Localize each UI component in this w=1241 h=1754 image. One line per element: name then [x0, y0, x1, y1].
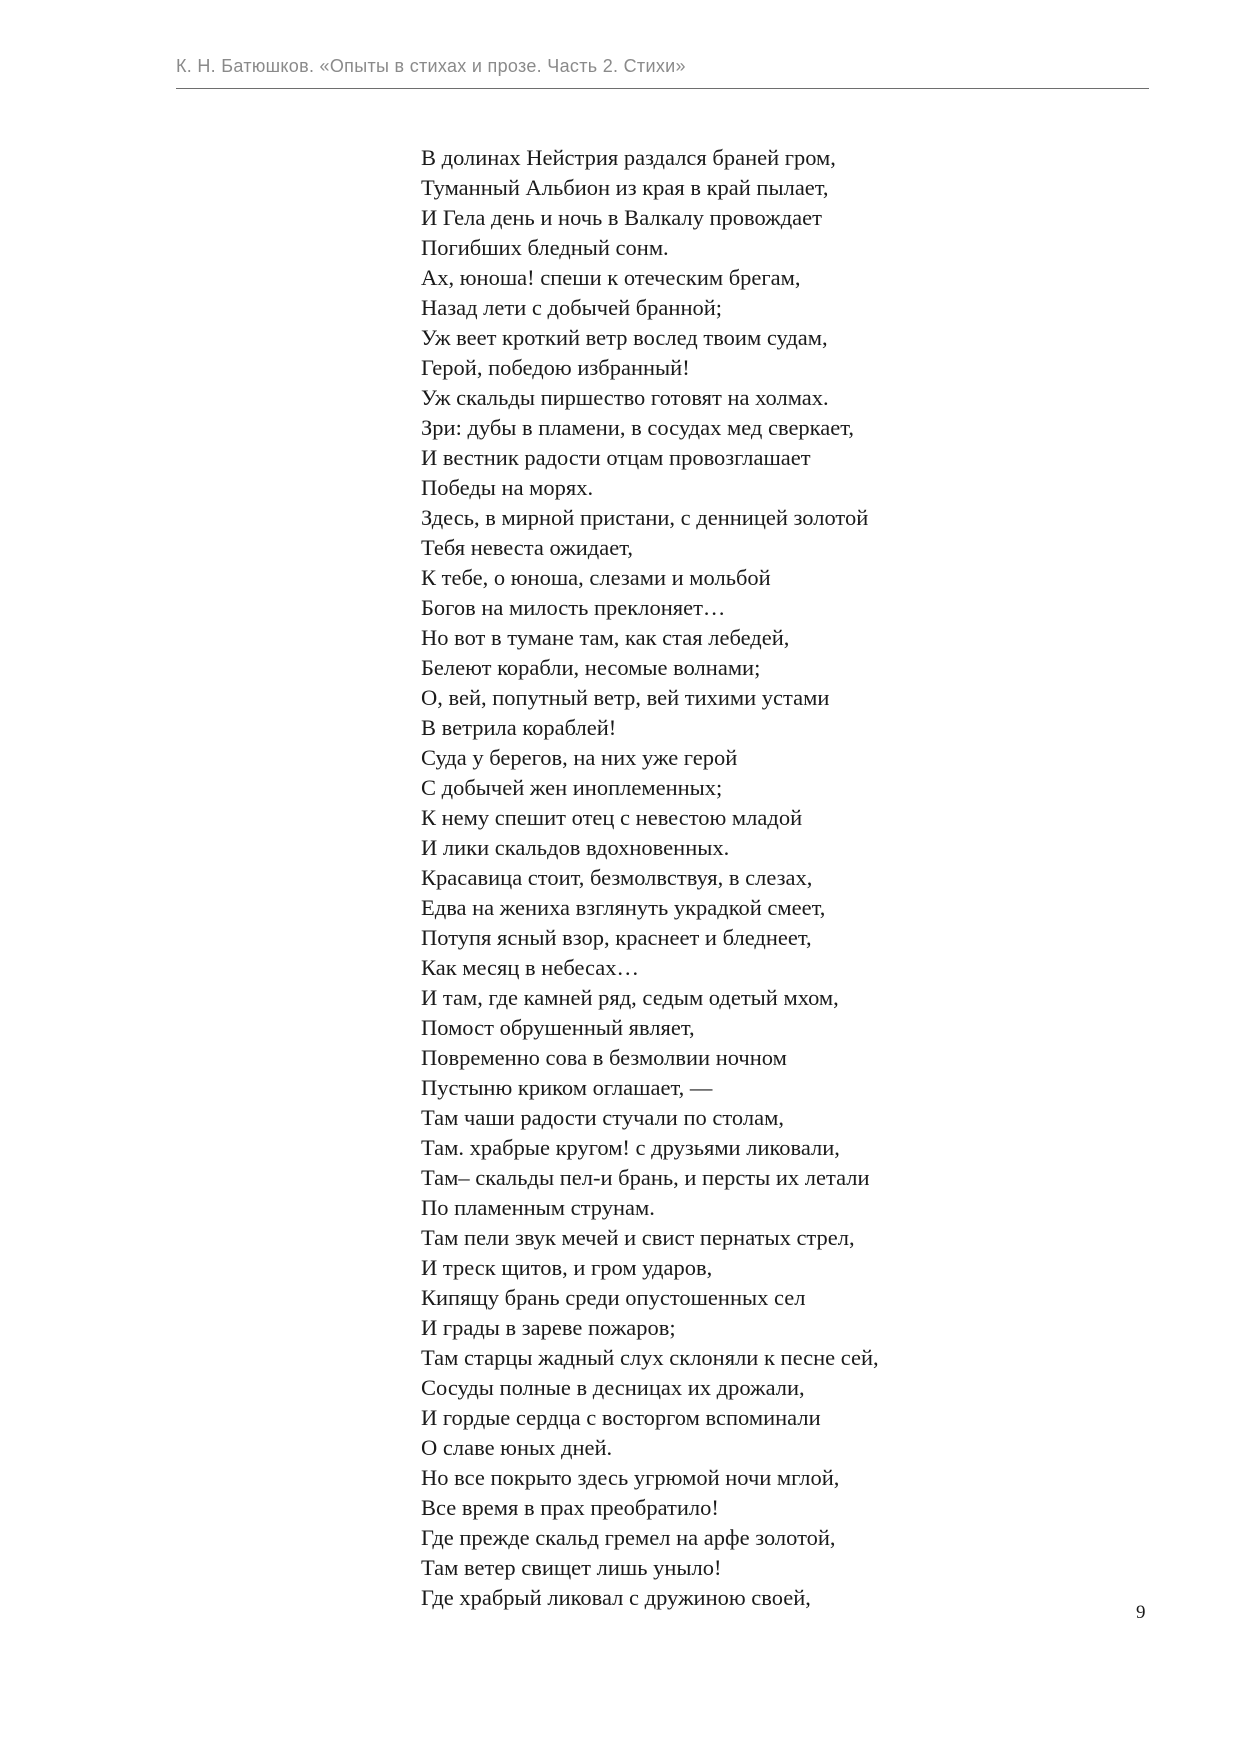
poem-line: Там пели звук мечей и свист пернатых стрел, [421, 1225, 855, 1250]
poem-line: И там, где камней ряд, седым одетый мхом, [421, 985, 839, 1010]
poem-line: Ах, юноша! спеши к отеческим брегам, [421, 265, 801, 290]
poem-line: Повременно сова в безмолвии ночном [421, 1045, 787, 1070]
poem-line: Но все покрыто здесь угрюмой ночи мглой, [421, 1465, 840, 1490]
page-number: 9 [1136, 1602, 1146, 1623]
poem-line: И вестник радости отцам провозглашает [421, 445, 811, 470]
poem-line: Герой, победою избранный! [421, 355, 690, 380]
poem-line: И грады в зареве пожаров; [421, 1315, 676, 1340]
poem-line: Туманный Альбион из края в край пылает, [421, 175, 829, 200]
poem-line: В долинах Нейстрия раздался браней гром, [421, 145, 836, 170]
poem-line: Уж скальды пиршество готовят на холмах. [421, 385, 829, 410]
poem-body [421, 143, 879, 1613]
poem-line: В ветрила кораблей! [421, 715, 617, 740]
poem-line: Погибших бледный сонм. [421, 235, 669, 260]
poem-line: К нему спешит отец с невестою младой [421, 805, 803, 830]
poem-line: Потупя ясный взор, краснеет и бледнеет, [421, 925, 812, 950]
poem-line: Там– скальды пел-и брань, и персты их летали [421, 1165, 870, 1190]
poem-line: Помост обрушенный являет, [421, 1015, 695, 1040]
poem-line: Все время в прах преобратило! [421, 1495, 719, 1520]
poem-line: О, вей, попутный ветр, вей тихими устами [421, 685, 830, 710]
poem-line: Сосуды полные в десницах их дрожали, [421, 1375, 805, 1400]
poem-line: Пустыню криком оглашает, — [421, 1075, 713, 1100]
running-header: К. Н. Батюшков. «Опыты в стихах и прозе. Часть 2. Стихи» [176, 56, 686, 76]
poem-line: Но вот в тумане там, как стая лебедей, [421, 625, 790, 650]
poem-line: Победы на морях. [421, 475, 594, 500]
poem-line: Зри: дубы в пламени, в сосудах мед сверкает, [421, 415, 855, 440]
poem-line: Там. храбрые кругом! с друзьями ликовали, [421, 1135, 840, 1160]
poem-line: Там чаши радости стучали по столам, [421, 1105, 784, 1130]
poem-line: Здесь, в мирной пристани, с денницей золотой [421, 505, 869, 530]
poem-line: По пламенным струнам. [421, 1195, 655, 1220]
poem-line: К тебе, о юноша, слезами и мольбой [421, 565, 771, 590]
poem-line: Суда у берегов, на них уже герой [421, 745, 738, 770]
poem-line: О славе юных дней. [421, 1435, 613, 1460]
poem-line: И гордые сердца с восторгом вспоминали [421, 1405, 821, 1430]
poem-line: С добычей жен иноплеменных; [421, 775, 723, 800]
poem-line: Тебя невеста ожидает, [421, 535, 633, 560]
poem-line: И Гела день и ночь в Валкалу провождает [421, 205, 822, 230]
poem-line: Как месяц в небесах… [421, 955, 640, 980]
poem-line: И лики скальдов вдохновенных. [421, 835, 730, 860]
poem-line: Богов на милость преклоняет… [421, 595, 726, 620]
poem-line: Где прежде скальд гремел на арфе золотой, [421, 1525, 836, 1550]
poem-line: Там ветер свищет лишь уныло! [421, 1555, 722, 1580]
poem-line: Назад лети с добычей бранной; [421, 295, 723, 320]
poem-line: Белеют корабли, несомые волнами; [421, 655, 761, 680]
header-rule [176, 88, 1149, 89]
poem-line: Уж веет кроткий ветр вослед твоим судам, [421, 325, 828, 350]
poem-line: И треск щитов, и гром ударов, [421, 1255, 713, 1280]
poem-line: Кипящу брань среди опустошенных сел [421, 1285, 806, 1310]
poem-line: Там старцы жадный слух склоняли к песне сей, [421, 1345, 879, 1370]
poem-line: Едва на жениха взглянуть украдкой смеет, [421, 895, 826, 920]
poem-line: Где храбрый ликовал с дружиною своей, [421, 1585, 811, 1610]
poem-line: Красавица стоит, безмолвствуя, в слезах, [421, 865, 813, 890]
